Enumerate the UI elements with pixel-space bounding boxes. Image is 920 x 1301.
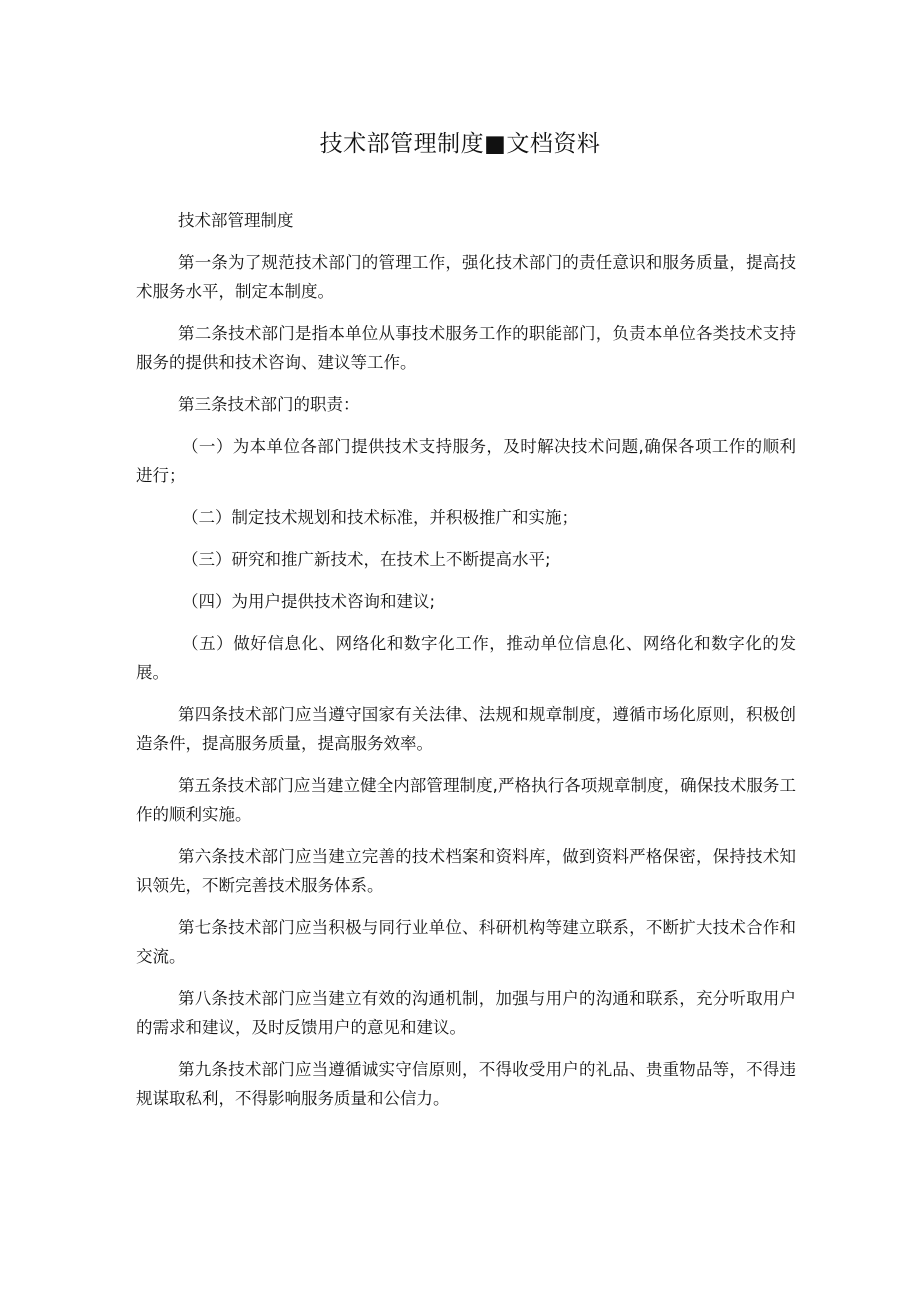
article-2: 第二条技术部门是指本单位从事技术服务工作的职能部门，负责本单位各类技术支持服务的提供和技术咨询、建议等工作。 [136, 324, 796, 372]
section-heading: 技术部管理制度 [178, 211, 294, 230]
article-4: 第四条技术部门应当遵守国家有关法律、法规和规章制度，遵循市场化原则，积极创造条件，提高服务质量，提高服务效率。 [136, 705, 796, 753]
document-title: 技术部管理制度■文档资料 [319, 131, 601, 157]
duty-item-3: （三）研究和推广新技术，在技术上不断提高水平; [182, 550, 551, 569]
duty-item-5: （五）做好信息化、网络化和数字化工作，推动单位信息化、网络化和数字化的发展。 [136, 634, 796, 682]
article-3: 第三条技术部门的职责： [178, 395, 360, 414]
duty-item-4: （四）为用户提供技术咨询和建议; [182, 592, 436, 611]
article-8: 第八条技术部门应当建立有效的沟通机制，加强与用户的沟通和联系，充分听取用户的需求和建议，及时反馈用户的意见和建议。 [136, 989, 796, 1037]
article-9: 第九条技术部门应当遵循诚实守信原则，不得收受用户的礼品、贵重物品等，不得违规谋取私利，不得影响服务质量和公信力。 [136, 1060, 796, 1108]
document-body [136, 206, 796, 1126]
article-7: 第七条技术部门应当积极与同行业单位、科研机构等建立联系，不断扩大技术合作和交流。 [136, 918, 796, 966]
article-1: 第一条为了规范技术部门的管理工作，强化技术部门的责任意识和服务质量，提高技术服务水平，制定本制度。 [136, 253, 796, 301]
article-6: 第六条技术部门应当建立完善的技术档案和资料库，做到资料严格保密，保持技术知识领先，不断完善技术服务体系。 [136, 847, 796, 895]
duty-item-2: （二）制定技术规划和技术标准，并积极推广和实施； [182, 508, 578, 527]
article-5: 第五条技术部门应当建立健全内部管理制度,严格执行各项规章制度，确保技术服务工作的顺利实施。 [136, 776, 796, 824]
duty-item-1: （一）为本单位各部门提供技术支持服务，及时解决技术问题,确保各项工作的顺利进行； [136, 437, 796, 485]
